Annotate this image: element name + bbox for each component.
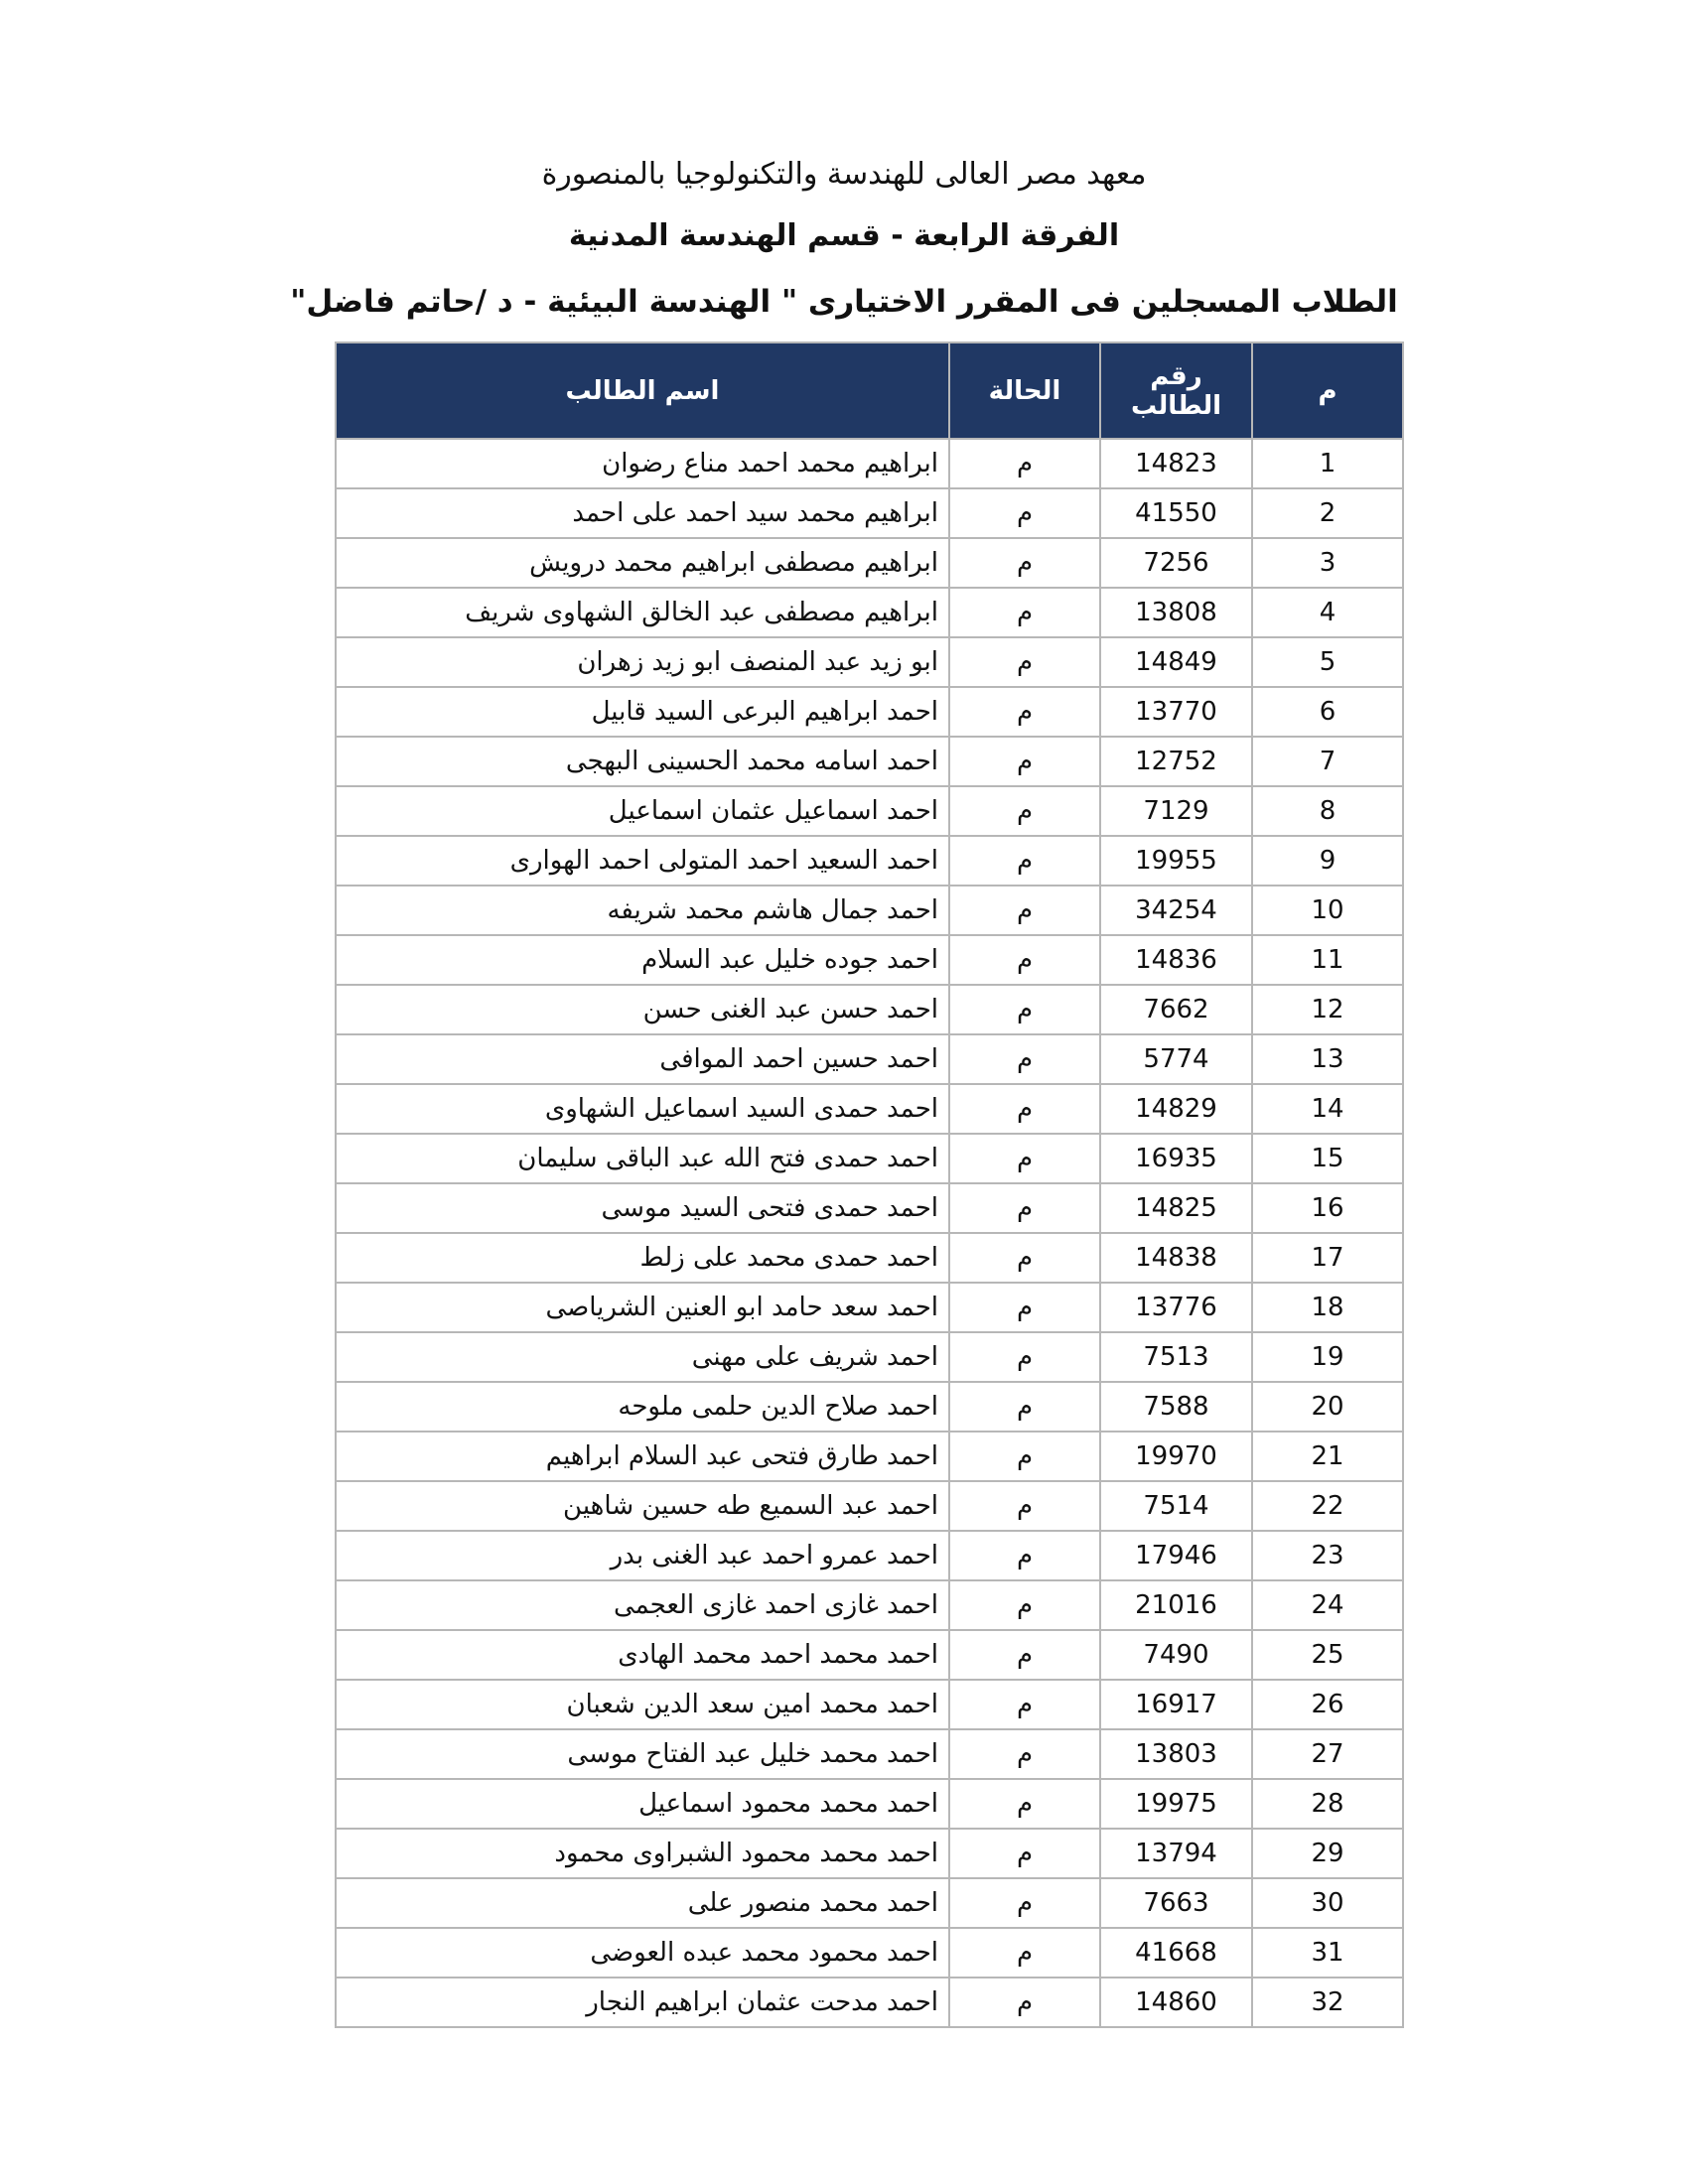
status-cell: م: [949, 1332, 1100, 1382]
table-row: [336, 538, 1403, 588]
student-name-cell: احمد صلاح الدين حلمى ملوحه: [336, 1382, 949, 1432]
status-cell: م: [949, 637, 1100, 687]
institute-title: معهد مصر العالى للهندسة والتكنولوجيا بالمنصورة: [541, 157, 1147, 192]
table-row: [336, 836, 1403, 886]
row-index-cell: 26: [1252, 1680, 1403, 1729]
row-index-cell: 28: [1252, 1779, 1403, 1829]
column-header-status: الحالة: [949, 342, 1100, 439]
student-id-cell: 14849: [1100, 637, 1252, 687]
student-id-cell: 7663: [1100, 1878, 1252, 1928]
table-header: [336, 342, 1403, 439]
course-title: الطلاب المسجلين فى المقرر الاختيارى " الهندسة البيئية - د /حاتم فاضل": [290, 284, 1398, 320]
status-cell: م: [949, 1382, 1100, 1432]
student-name-cell: ابراهيم محمد سيد احمد على احمد: [336, 488, 949, 538]
row-index-cell: 19: [1252, 1332, 1403, 1382]
row-index-cell: 2: [1252, 488, 1403, 538]
student-id-cell: 5774: [1100, 1034, 1252, 1084]
student-name-cell: احمد محمد منصور على: [336, 1878, 949, 1928]
student-name-cell: احمد غازى احمد غازى العجمى: [336, 1580, 949, 1630]
student-name-cell: احمد سعد حامد ابو العنين الشرياصى: [336, 1283, 949, 1332]
status-cell: م: [949, 1829, 1100, 1878]
student-name-cell: احمد محمد محمود الشبراوى محمود: [336, 1829, 949, 1878]
student-name-cell: احمد حسن عبد الغنى حسن: [336, 985, 949, 1034]
row-index-cell: 23: [1252, 1531, 1403, 1580]
row-index-cell: 11: [1252, 935, 1403, 985]
row-index-cell: 9: [1252, 836, 1403, 886]
student-id-cell: 21016: [1100, 1580, 1252, 1630]
status-cell: م: [949, 439, 1100, 488]
table-row: [336, 1680, 1403, 1729]
row-index-cell: 31: [1252, 1928, 1403, 1978]
row-index-cell: 12: [1252, 985, 1403, 1034]
row-index-cell: 21: [1252, 1432, 1403, 1481]
student-name-cell: احمد محمد محمود اسماعيل: [336, 1779, 949, 1829]
row-index-cell: 24: [1252, 1580, 1403, 1630]
row-index-cell: 25: [1252, 1630, 1403, 1680]
student-id-cell: 34254: [1100, 886, 1252, 935]
status-cell: م: [949, 1432, 1100, 1481]
student-name-cell: احمد السعيد احمد المتولى احمد الهوارى: [336, 836, 949, 886]
status-cell: م: [949, 538, 1100, 588]
table-row: [336, 1580, 1403, 1630]
table-row: [336, 1531, 1403, 1580]
student-id-cell: 13794: [1100, 1829, 1252, 1878]
column-header-student-id: رقم الطالب: [1100, 342, 1252, 439]
row-index-cell: 15: [1252, 1134, 1403, 1183]
table-row: [336, 1283, 1403, 1332]
table-row: [336, 439, 1403, 488]
status-cell: م: [949, 886, 1100, 935]
status-cell: م: [949, 737, 1100, 786]
table-row: [336, 1729, 1403, 1779]
table-row: [336, 1382, 1403, 1432]
student-id-cell: 19955: [1100, 836, 1252, 886]
table-row: [336, 786, 1403, 836]
student-id-cell: 7514: [1100, 1481, 1252, 1531]
table-row: [336, 737, 1403, 786]
table-row: [336, 1878, 1403, 1928]
row-index-cell: 16: [1252, 1183, 1403, 1233]
status-cell: م: [949, 488, 1100, 538]
student-roster-table: [335, 341, 1404, 2028]
student-id-cell: 41550: [1100, 488, 1252, 538]
table-row: [336, 1928, 1403, 1978]
table-row: [336, 637, 1403, 687]
row-index-cell: 27: [1252, 1729, 1403, 1779]
student-name-cell: احمد جمال هاشم محمد شريفه: [336, 886, 949, 935]
table-row: [336, 1233, 1403, 1283]
status-cell: م: [949, 1680, 1100, 1729]
student-id-cell: 7588: [1100, 1382, 1252, 1432]
student-id-cell: 17946: [1100, 1531, 1252, 1580]
row-index-cell: 22: [1252, 1481, 1403, 1531]
student-id-cell: 14823: [1100, 439, 1252, 488]
student-id-cell: 7129: [1100, 786, 1252, 836]
table-row: [336, 1779, 1403, 1829]
table-row: [336, 985, 1403, 1034]
status-cell: م: [949, 935, 1100, 985]
student-id-cell: 7490: [1100, 1630, 1252, 1680]
student-id-cell: 14860: [1100, 1978, 1252, 2027]
student-name-cell: احمد جوده خليل عبد السلام: [336, 935, 949, 985]
status-cell: م: [949, 1481, 1100, 1531]
status-cell: م: [949, 786, 1100, 836]
student-id-cell: 7256: [1100, 538, 1252, 588]
table-row: [336, 1034, 1403, 1084]
table-header-row: [336, 342, 1403, 439]
status-cell: م: [949, 1233, 1100, 1283]
student-name-cell: احمد محمد امين سعد الدين شعبان: [336, 1680, 949, 1729]
student-id-cell: 16935: [1100, 1134, 1252, 1183]
status-cell: م: [949, 588, 1100, 637]
student-id-cell: 16917: [1100, 1680, 1252, 1729]
row-index-cell: 20: [1252, 1382, 1403, 1432]
row-index-cell: 18: [1252, 1283, 1403, 1332]
column-header-student-name: اسم الطالب: [336, 342, 949, 439]
status-cell: م: [949, 687, 1100, 737]
student-id-cell: 13770: [1100, 687, 1252, 737]
row-index-cell: 7: [1252, 737, 1403, 786]
student-id-cell: 13808: [1100, 588, 1252, 637]
student-id-cell: 14825: [1100, 1183, 1252, 1233]
status-cell: م: [949, 1283, 1100, 1332]
row-index-cell: 17: [1252, 1233, 1403, 1283]
status-cell: م: [949, 1729, 1100, 1779]
student-name-cell: احمد مدحت عثمان ابراهيم النجار: [336, 1978, 949, 2027]
row-index-cell: 32: [1252, 1978, 1403, 2027]
student-name-cell: احمد حمدى فتح الله عبد الباقى سليمان: [336, 1134, 949, 1183]
student-name-cell: احمد شريف على مهنى: [336, 1332, 949, 1382]
status-cell: م: [949, 836, 1100, 886]
table-row: [336, 1134, 1403, 1183]
table-row: [336, 886, 1403, 935]
status-cell: م: [949, 1531, 1100, 1580]
student-id-cell: 7513: [1100, 1332, 1252, 1382]
student-name-cell: احمد طارق فتحى عبد السلام ابراهيم: [336, 1432, 949, 1481]
table-row: [336, 1829, 1403, 1878]
student-id-cell: 19975: [1100, 1779, 1252, 1829]
student-name-cell: احمد محمد خليل عبد الفتاح موسى: [336, 1729, 949, 1779]
student-name-cell: احمد محمود محمد عبده العوضى: [336, 1928, 949, 1978]
table-row: [336, 687, 1403, 737]
student-name-cell: ابراهيم مصطفى عبد الخالق الشهاوى شريف: [336, 588, 949, 637]
student-name-cell: احمد حسين احمد الموافى: [336, 1034, 949, 1084]
status-cell: م: [949, 1928, 1100, 1978]
student-id-cell: 14836: [1100, 935, 1252, 985]
row-index-cell: 5: [1252, 637, 1403, 687]
row-index-cell: 6: [1252, 687, 1403, 737]
student-name-cell: احمد اسامه محمد الحسينى البهجى: [336, 737, 949, 786]
row-index-cell: 3: [1252, 538, 1403, 588]
table-body: [336, 439, 1403, 2027]
table-row: [336, 1432, 1403, 1481]
student-name-cell: ابراهيم محمد احمد مناع رضوان: [336, 439, 949, 488]
row-index-cell: 4: [1252, 588, 1403, 637]
student-id-cell: 12752: [1100, 737, 1252, 786]
student-name-cell: احمد حمدى السيد اسماعيل الشهاوى: [336, 1084, 949, 1134]
row-index-cell: 10: [1252, 886, 1403, 935]
student-id-cell: 13803: [1100, 1729, 1252, 1779]
student-name-cell: احمد حمدى محمد على زلط: [336, 1233, 949, 1283]
department-title: الفرقة الرابعة - قسم الهندسة المدنية: [568, 218, 1120, 253]
table-row: [336, 1481, 1403, 1531]
table-row: [336, 588, 1403, 637]
table-row: [336, 1084, 1403, 1134]
table-row: [336, 935, 1403, 985]
student-id-cell: 41668: [1100, 1928, 1252, 1978]
student-name-cell: احمد عبد السميع طه حسين شاهين: [336, 1481, 949, 1531]
row-index-cell: 14: [1252, 1084, 1403, 1134]
table-row: [336, 1183, 1403, 1233]
student-id-cell: 14838: [1100, 1233, 1252, 1283]
row-index-cell: 1: [1252, 439, 1403, 488]
row-index-cell: 8: [1252, 786, 1403, 836]
table-row: [336, 1978, 1403, 2027]
status-cell: م: [949, 1134, 1100, 1183]
status-cell: م: [949, 1978, 1100, 2027]
student-name-cell: احمد حمدى فتحى السيد موسى: [336, 1183, 949, 1233]
student-id-cell: 19970: [1100, 1432, 1252, 1481]
table-row: [336, 1630, 1403, 1680]
student-id-cell: 13776: [1100, 1283, 1252, 1332]
table-row: [336, 1332, 1403, 1382]
row-index-cell: 13: [1252, 1034, 1403, 1084]
student-name-cell: احمد محمد احمد محمد الهادى: [336, 1630, 949, 1680]
status-cell: م: [949, 1630, 1100, 1680]
status-cell: م: [949, 1183, 1100, 1233]
column-header-index: م: [1252, 342, 1403, 439]
student-name-cell: ابراهيم مصطفى ابراهيم محمد درويش: [336, 538, 949, 588]
student-name-cell: ابو زيد عبد المنصف ابو زيد زهران: [336, 637, 949, 687]
student-id-cell: 7662: [1100, 985, 1252, 1034]
status-cell: م: [949, 985, 1100, 1034]
status-cell: م: [949, 1034, 1100, 1084]
status-cell: م: [949, 1084, 1100, 1134]
table-row: [336, 488, 1403, 538]
row-index-cell: 29: [1252, 1829, 1403, 1878]
student-name-cell: احمد اسماعيل عثمان اسماعيل: [336, 786, 949, 836]
student-name-cell: احمد ابراهيم البرعى السيد قابيل: [336, 687, 949, 737]
status-cell: م: [949, 1878, 1100, 1928]
status-cell: م: [949, 1580, 1100, 1630]
row-index-cell: 30: [1252, 1878, 1403, 1928]
student-name-cell: احمد عمرو احمد عبد الغنى بدر: [336, 1531, 949, 1580]
student-id-cell: 14829: [1100, 1084, 1252, 1134]
status-cell: م: [949, 1779, 1100, 1829]
